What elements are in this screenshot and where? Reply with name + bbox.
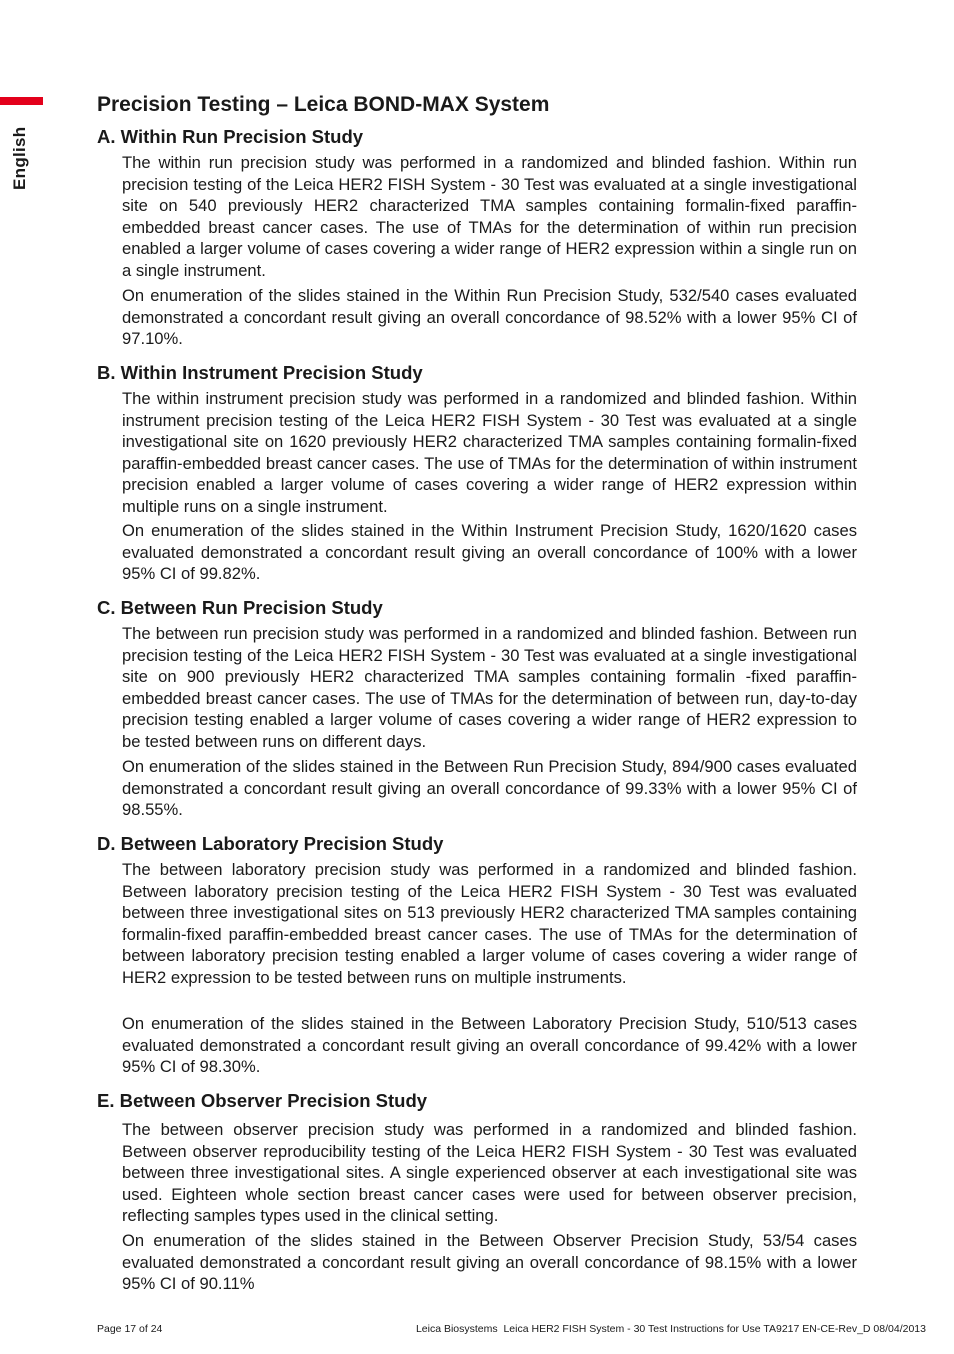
section-heading-between-observer: E. Between Observer Precision Study <box>97 1090 428 1111</box>
section-heading-between-laboratory: D. Between Laboratory Precision Study <box>97 833 444 854</box>
section-heading-within-run: A. Within Run Precision Study <box>97 126 364 147</box>
page-title: Precision Testing – Leica BOND-MAX System <box>97 93 550 116</box>
section-paragraph: On enumeration of the slides stained in the Between Laboratory Precision Study, 510/513 cases evaluated demonstrated a concordant result giving an overall concordance of 99.42% with a lower 95% CI of 98.30%. <box>122 1014 857 1077</box>
document-info: Leica Biosystems Leica HER2 FISH System - 30 Test Instructions for Use TA9217 EN-CE-Rev_D 08/04/2013 <box>415 1323 926 1335</box>
section-paragraph: The between observer precision study was performed in a randomized and blinded fashion. Between observer reproducibility testing of the Leica HER2 FISH System - 30 Test was evaluated between three investigational sites. A single experienced observer at each investigational site was used. Eighteen whole section breast cancer cases were used for between observer precision, reflecting samples types used in the clinical setting. <box>122 1120 857 1226</box>
page-number: Page 17 of 24 <box>97 1323 163 1335</box>
language-label: English <box>10 126 29 190</box>
section-paragraph: On enumeration of the slides stained in the Within Run Precision Study, 532/540 cases evaluated demonstrated a concordant result giving an overall concordance of 98.52% with a lower 95% CI of 97.10%. <box>122 286 857 349</box>
section-heading-between-run: C. Between Run Precision Study <box>97 597 383 618</box>
section-heading-within-instrument: B. Within Instrument Precision Study <box>97 362 423 383</box>
section-paragraph: On enumeration of the slides stained in the Within Instrument Precision Study, 1620/1620 cases evaluated demonstrated a concordant result giving an overall concordance of 100% with a lower 95% CI of 99.82%. <box>122 521 857 584</box>
section-paragraph: The within instrument precision study was performed in a randomized and blinded fashion. Within instrument precision testing of the Leica HER2 FISH System - 30 Test was evaluated at a single investigational site on 1620 previously HER2 characterized TMA samples containing formalin-fixed paraffin-embedded breast cancer cases. The use of TMAs for the determination of within instrument precision enabled a larger volume of cases covering a wider range of HER2 expression within multiple runs on a single instrument. <box>122 389 857 516</box>
language-tab-bar <box>0 97 43 105</box>
section-paragraph: The between laboratory precision study was performed in a randomized and blinded fashion. Between laboratory precision testing of the Leica HER2 FISH System - 30 Test was evaluated between three investigational sites on 513 previously HER2 characterized TMA samples containing formalin-fixed paraffin-embedded breast cancer cases. The use of TMAs for the determination of between laboratory precision testing enabled a larger volume of cases covering a wider range of HER2 expression to be tested between runs on multiple instruments. <box>122 860 857 987</box>
section-paragraph: On enumeration of the slides stained in the Between Run Precision Study, 894/900 cases evaluated demonstrated a concordant result giving an overall concordance of 99.33% with a lower 95% CI of 98.55%. <box>122 757 857 820</box>
section-paragraph: On enumeration of the slides stained in the Between Observer Precision Study, 53/54 cases evaluated demonstrated a concordant result giving an overall concordance of 98.15% with a lower 95% CI of 90.11% <box>122 1231 857 1294</box>
section-paragraph: The between run precision study was performed in a randomized and blinded fashion. Between run precision testing of the Leica HER2 FISH System - 30 Test was evaluated at a single investigational site on 900 previously HER2 characterized TMA samples containing formalin -fixed paraffin-embedded breast cancer cases. The use of TMAs for the determination of between run, day-to-day precision testing enabled a larger volume of cases covering a wider range of HER2 expression to be tested between runs on different days. <box>122 624 857 751</box>
section-paragraph: The within run precision study was performed in a randomized and blinded fashion. Within run precision testing of the Leica HER2 FISH System - 30 Test was evaluated at a single investigational site on 540 previously HER2 characterized TMA samples containing formalin-fixed paraffin-embedded breast cancer cases. The use of TMAs for the determination of within run precision enabled a larger volume of cases covering a wider range of HER2 expression within a single run on a single instrument. <box>122 153 857 280</box>
